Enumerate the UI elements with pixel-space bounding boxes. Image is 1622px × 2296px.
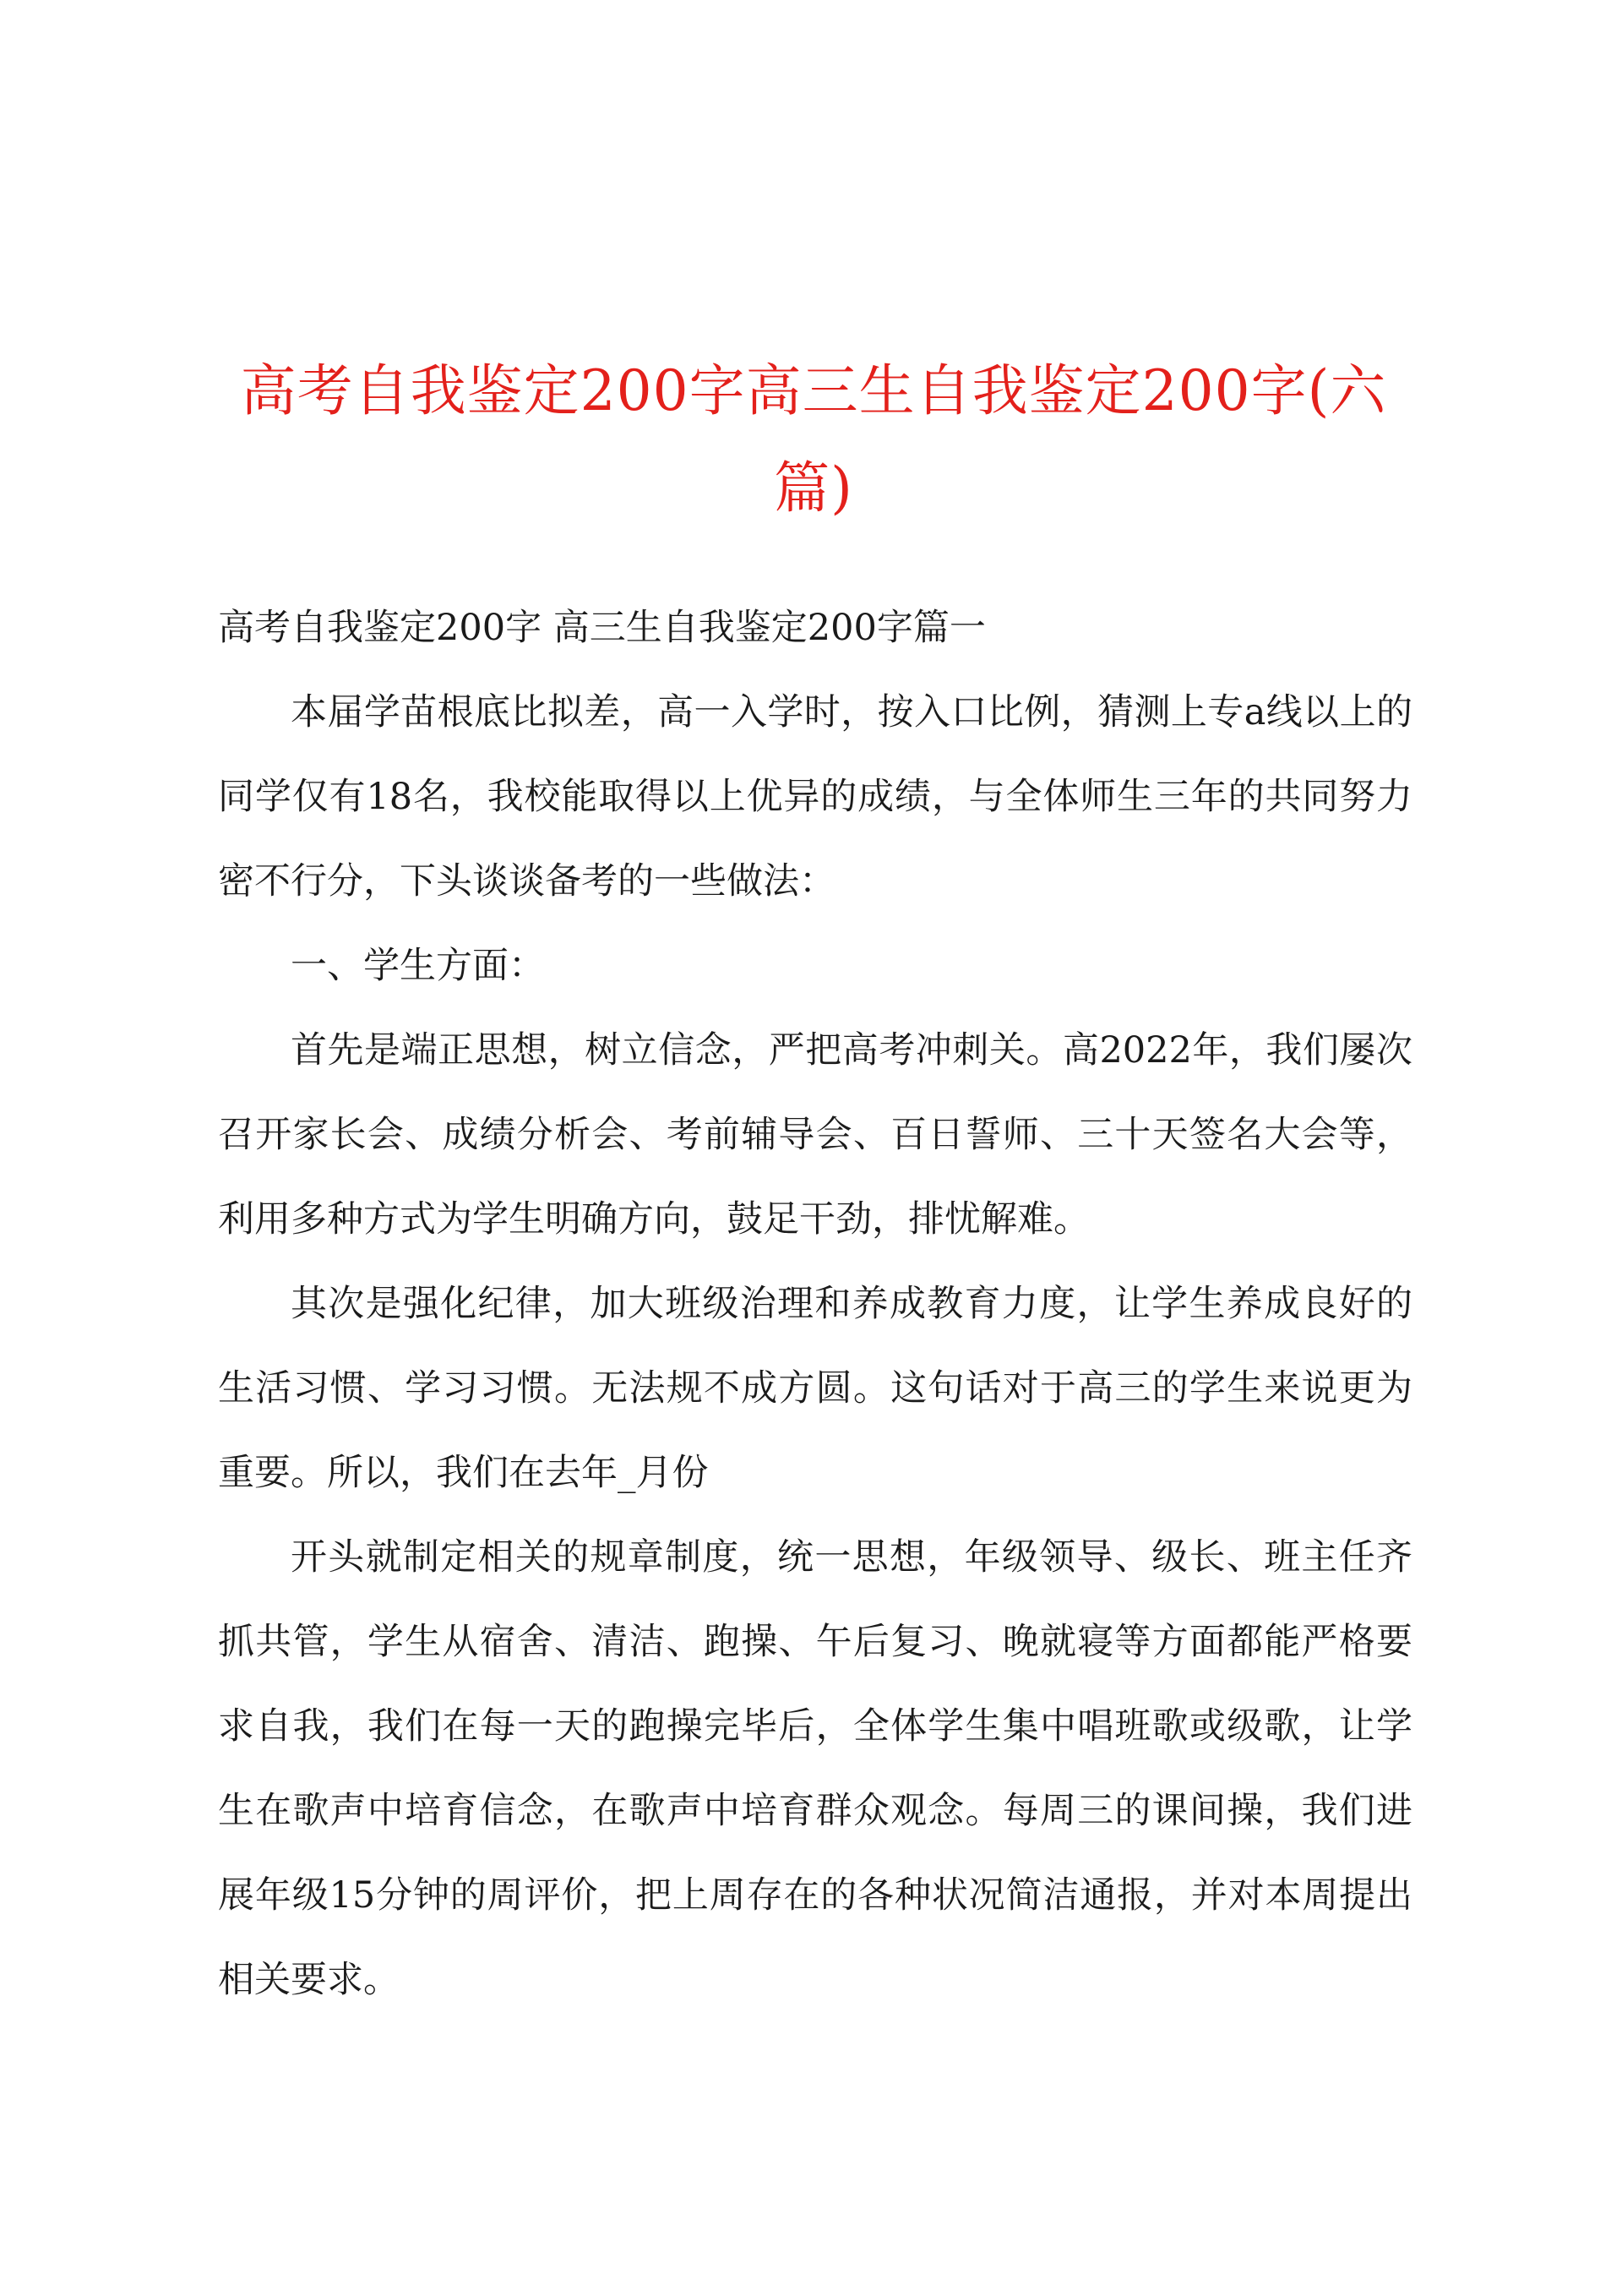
- paragraph: 开头就制定相关的规章制度，统一思想，年级领导、级长、班主任齐抓共管，学生从宿舍、清洁、跑操、午后复习、晚就寝等方面都能严格要求自我，我们在每一天的跑操完毕后，全体学生集中唱班歌或级歌，让学生在歌声中培育信念，在歌声中培育群众观念。每周三的课间操，我们进展年级15分钟的周评价，把上周存在的各种状况简洁通报，并对本周提出相关要求。: [218, 1536, 1412, 2001]
- document-title: 高考自我鉴定200字高三生自我鉴定200字(六篇): [240, 358, 1387, 521]
- paragraph: 其次是强化纪律，加大班级治理和养成教育力度，让学生养成良好的生活习惯、学习习惯。无法规不成方圆。这句话对于高三的学生来说更为重要。所以，我们在去年_月份: [218, 1283, 1412, 1494]
- paragraph: 首先是端正思想，树立信念，严把高考冲刺关。高2022年，我们屡次召开家长会、成绩分析会、考前辅导会、百日誓师、三十天签名大会等，利用多种方式为学生明确方向，鼓足干劲，排忧解难。: [218, 1029, 1412, 1241]
- paragraph: 本届学苗根底比拟差，高一入学时，按入口比例，猜测上专a线以上的同学仅有18名，我校能取得以上优异的成绩，与全体师生三年的共同努力密不行分，下头谈谈备考的一些做法：: [218, 691, 1412, 903]
- section-heading-students: 一、学生方面：: [291, 945, 545, 987]
- section-subheading: 高考自我鉴定200字 高三生自我鉴定200字篇一: [218, 607, 986, 649]
- document-body: [218, 586, 1412, 2022]
